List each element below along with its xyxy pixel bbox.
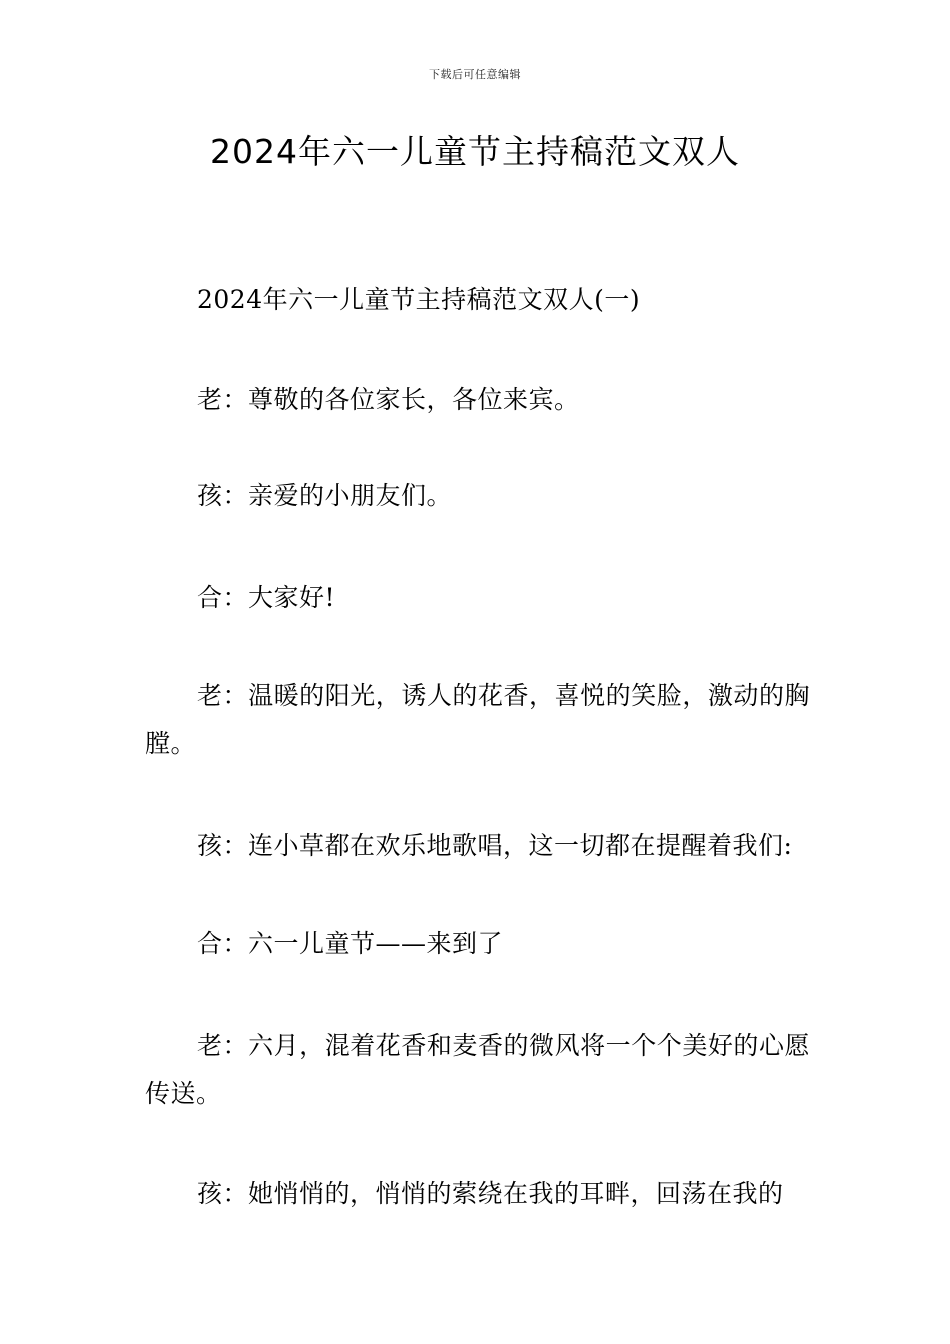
paragraph: 孩：连小草都在欢乐地歌唱，这一切都在提醒着我们: [197,831,793,860]
paragraph: 合：大家好! [197,583,336,612]
paragraph: 孩：亲爱的小朋友们。 [197,481,453,510]
paragraph: 老：尊敬的各位家长，各位来宾。 [197,385,580,414]
paragraph: 老：温暖的阳光，诱人的花香，喜悦的笑脸，激动的胸膛。 [145,681,810,758]
paragraph: 合：六一儿童节——来到了 [197,929,504,958]
paragraph: 孩：她悄悄的，悄悄的萦绕在我的耳畔，回荡在我的 [197,1179,784,1208]
header-note: 下载后可任意编辑 [429,68,521,81]
paragraph: 2024年六一儿童节主持稿范文双人(一) [197,285,641,314]
document-title: 2024年六一儿童节主持稿范文双人 [210,132,740,171]
paragraph: 老：六月，混着花香和麦香的微风将一个个美好的心愿传送。 [145,1031,810,1108]
document-body [145,0,810,1344]
